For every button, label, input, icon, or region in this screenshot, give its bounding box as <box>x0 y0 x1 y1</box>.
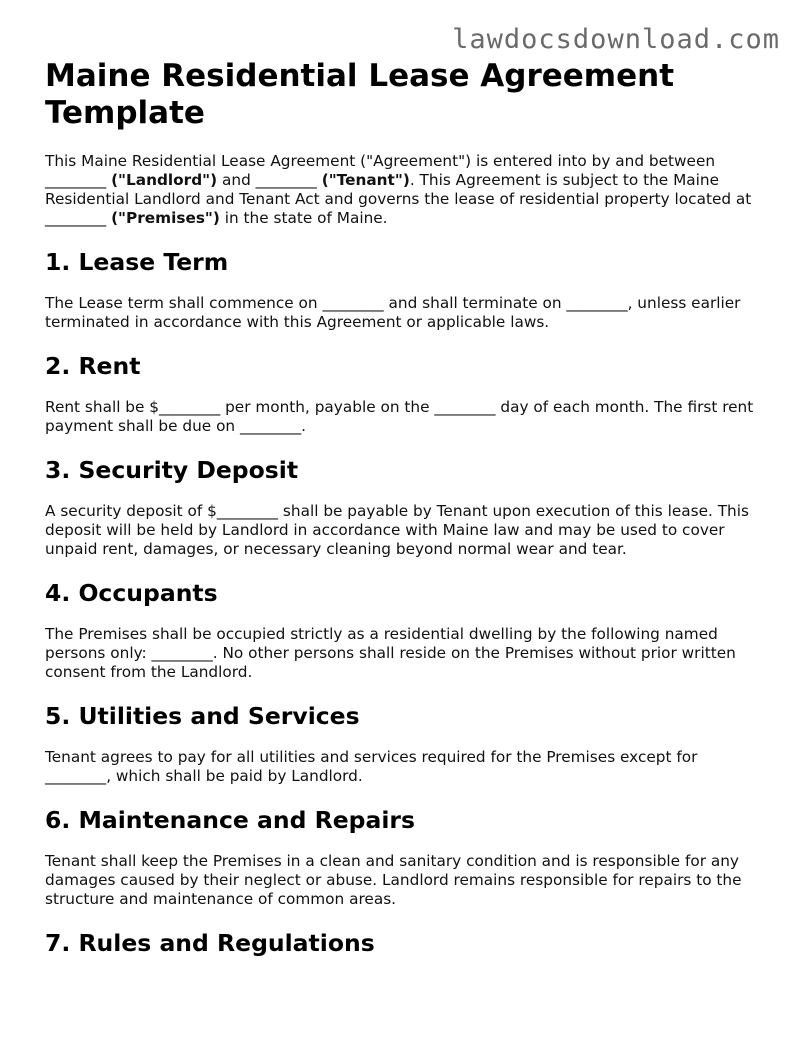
section-body-utilities: Tenant agrees to pay for all utilities and services required for the Premises except for ________, which shall be paid by Landlord. <box>45 748 698 785</box>
section-heading-occupants: 4. Occupants <box>45 579 218 607</box>
document-page <box>45 58 765 975</box>
section-body-lease-term: The Lease term shall commence on ________ and shall terminate on ________, unless earlier terminated in accordance with this Agreement or applicable laws. <box>45 294 741 331</box>
section-heading-maintenance: 6. Maintenance and Repairs <box>45 806 415 834</box>
intro-text-4: in the state of Maine. <box>219 209 388 227</box>
intro-text-1: This Maine Residential Lease Agreement ("Agreement") is entered into by and between ________ <box>45 152 716 189</box>
section-body-security-deposit: A security deposit of $________ shall be payable by Tenant upon execution of this lease. This deposit will be held by Landlord in accordance with Maine law and may be used to cover unpaid rent, damages, or necessary cleaning beyond normal wear and tear. <box>45 502 749 558</box>
section-heading-security-deposit: 3. Security Deposit <box>45 456 299 484</box>
intro-text-3: . This Agreement is subject to the Maine Residential Landlord and Tenant Act and governs the lease of residential property located at ________ <box>45 171 752 227</box>
intro-paragraph <box>45 152 765 228</box>
section-heading-lease-term: 1. Lease Term <box>45 248 229 276</box>
section-heading-rent: 2. Rent <box>45 352 141 380</box>
tenant-term: ("Tenant") <box>321 171 410 189</box>
premises-term: ("Premises") <box>111 209 220 227</box>
section-body-occupants: The Premises shall be occupied strictly as a residential dwelling by the following named persons only: ________. No other persons shall reside on the Premises without prior written consent from the Landlord. <box>45 625 736 681</box>
intro-text-2: and ________ <box>217 171 322 189</box>
section-heading-utilities: 5. Utilities and Services <box>45 702 360 730</box>
section-body-maintenance: Tenant shall keep the Premises in a clean and sanitary condition and is responsible for any damages caused by their neglect or abuse. Landlord remains responsible for repairs to the structure and maintenance of common areas. <box>45 852 742 908</box>
watermark: lawdocsdownload.com <box>452 24 780 55</box>
document-title: Maine Residential Lease Agreement Template <box>45 58 675 131</box>
landlord-term: ("Landlord") <box>111 171 218 189</box>
section-heading-rules: 7. Rules and Regulations <box>45 929 375 957</box>
section-body-rent: Rent shall be $________ per month, payable on the ________ day of each month. The first rent payment shall be due on ________. <box>45 398 754 435</box>
